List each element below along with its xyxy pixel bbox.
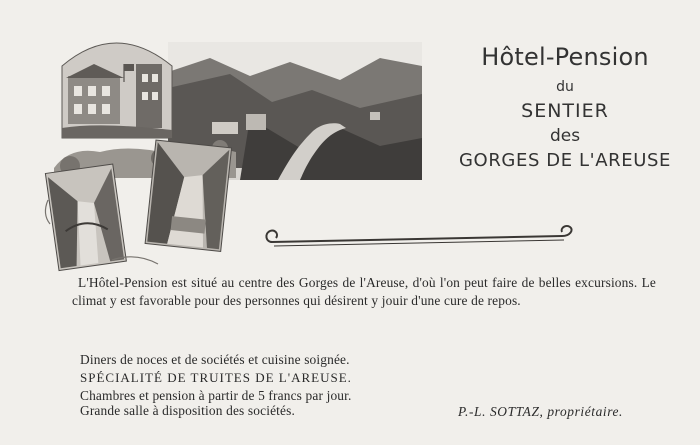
title-sentier: SENTIER	[521, 100, 609, 122]
specialite-line: SPÉCIALITÉ DE TRUITES DE L'AREUSE.	[80, 370, 352, 385]
title-gorges: GORGES DE L'AREUSE	[459, 150, 671, 171]
description-paragraph: L'Hôtel-Pension est situé au centre des Gorges de l'Areuse, d'où l'on peut faire de belles excursions. Le climat y est favorable pour des personnes qui désirent y jouir d'une cure de repos.	[72, 275, 656, 308]
scroll-ornament-icon	[262, 222, 578, 252]
diners-line: Diners de noces et de sociétés et cuisine soignée.	[80, 352, 350, 367]
signature: P.-L. SOTTAZ, propriétaire.	[458, 404, 624, 419]
title-du: du	[556, 79, 574, 95]
title-block	[440, 42, 690, 174]
chambres-line: Chambres et pension à partir de 5 francs par jour.	[80, 388, 352, 403]
hotel-name: Hôtel-Pension	[481, 43, 649, 71]
title-des: des	[549, 126, 581, 146]
salle-line: Grande salle à disposition des sociétés.	[80, 403, 295, 418]
